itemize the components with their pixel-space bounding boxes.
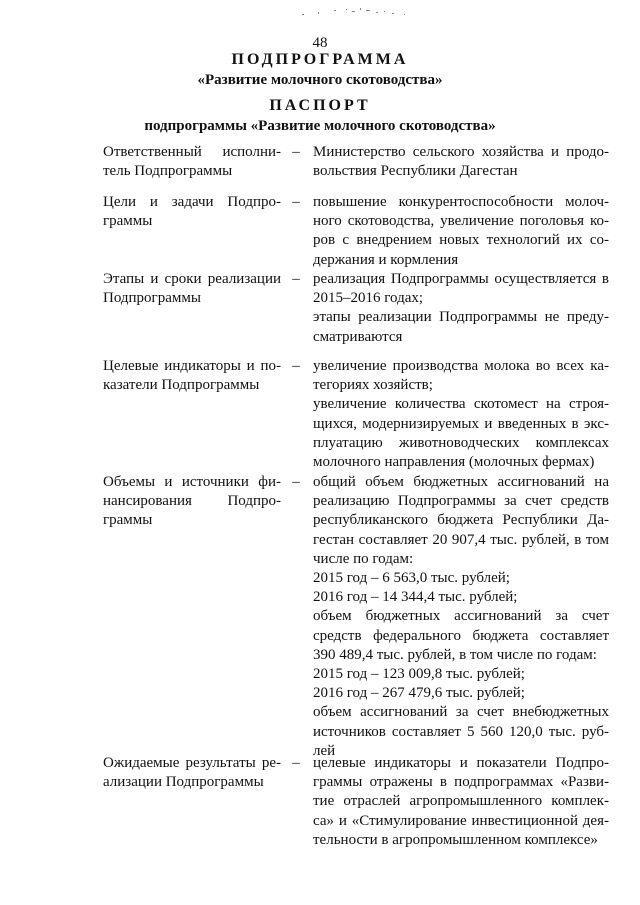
value-line: 2016 год – 267 479,6 тыс. рублей;	[313, 685, 525, 702]
passport-heading: ПАСПОРТ	[269, 97, 371, 114]
value-line: повышение конкурентоспособности молоч- ного скотоводства, увеличение поголовья ко- ров с внедрением новых технологий их со- держания и кормления	[313, 194, 609, 268]
value-line: объем бюджетных ассигнований за счет средств федерального бюджета составляет 390 489,4 тыс. рублей, в том числе по годам:	[313, 608, 609, 663]
row-value	[313, 193, 609, 270]
subprogram-heading: ПОДПРОГРАММА	[231, 51, 409, 68]
row-label: Ожидаемые результаты ре- ализации Подпрограммы	[103, 755, 281, 791]
value-line: этапы реализации Подпрограммы не преду- сматриваются	[313, 309, 609, 345]
subprogram-title: «Развитие молочного скотоводства»	[197, 72, 443, 88]
value-line: 2015 год – 123 009,8 тыс. рублей;	[313, 666, 525, 683]
value-line: реализация Подпрограммы осуществляется в 2015–2016 годах;	[313, 271, 609, 307]
value-line: Министерство сельского хозяйства и продо- вольствия Республики Дагестан	[313, 144, 609, 180]
row-value	[313, 357, 609, 472]
value-line: увеличение количества скотомест на строя- щихся, модернизируемых и введенных в экс- плуатацию животноводческих комплексах молочного направления (молочных фермах)	[313, 396, 609, 471]
row-value	[313, 754, 609, 850]
row-value	[313, 473, 609, 761]
row-label: Объемы и источники фи- нансирования Подпро- граммы	[103, 474, 281, 529]
row-dash: –	[292, 194, 300, 210]
row-dash: –	[292, 271, 300, 287]
value-line: объем ассигнований за счет внебюджетных источников составляет 5 560 120,0 тыс. руб- лей	[313, 704, 609, 759]
row-value	[313, 143, 609, 181]
row-value	[313, 270, 609, 347]
value-line: целевые индикаторы и показатели Подпро- граммы отражены в подпрограммах «Разви- тие отраслей агропромышленного комплек- са» и «Стимулирование инвестиционной дея- тельности в агропромышленном комплексе»	[313, 755, 609, 848]
value-line: общий объем бюджетных ассигнований на реализацию Подпрограммы за счет средств республиканского бюджета Республики Да- гестан составляет 20 907,4 тыс. рублей, в том числе по годам:	[313, 474, 609, 567]
row-dash: –	[292, 144, 300, 160]
value-line: увеличение производства молока во всех ка- тегориях хозяйств;	[313, 358, 609, 394]
row-label: Целевые индикаторы и по- казатели Подпрограммы	[103, 358, 281, 394]
value-line: 2015 год – 6 563,0 тыс. рублей;	[313, 570, 510, 587]
row-label: Цели и задачи Подпро- граммы	[103, 194, 281, 230]
passport-title: подпрограммы «Развитие молочного скотоводства»	[144, 118, 496, 134]
row-dash: –	[292, 474, 300, 490]
page-number: 48	[312, 35, 328, 51]
row-label: Ответственный исполни- тель Подпрограммы	[103, 144, 281, 180]
row-dash: –	[292, 358, 300, 374]
row-label: Этапы и сроки реализации Подпрограммы	[103, 271, 281, 307]
scan-noise-marks	[300, 6, 420, 20]
value-line: 2016 год – 14 344,4 тыс. рублей;	[313, 589, 518, 606]
row-dash: –	[292, 755, 300, 771]
